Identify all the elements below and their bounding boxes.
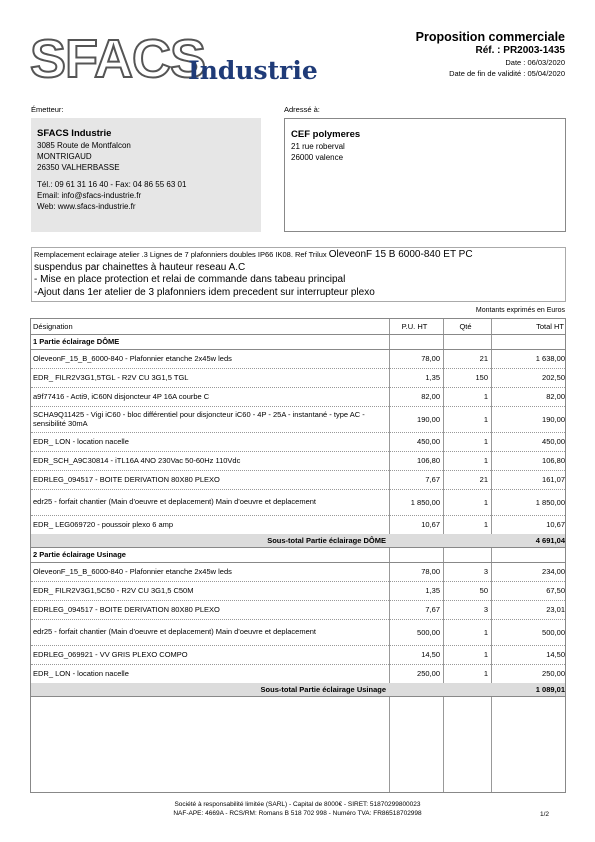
subtotal-row <box>31 534 565 548</box>
item-total: 82,00 <box>546 392 565 401</box>
table-row <box>31 451 565 471</box>
item-quantity: 50 <box>479 586 488 595</box>
section-heading <box>31 334 565 350</box>
footer-line: Société à responsabilité limitée (SARL) - Capital de 8000€ - SIRET: 51870299800023 <box>174 801 421 808</box>
item-quantity: 1 <box>483 414 488 424</box>
item-total: 500,00 <box>542 627 565 637</box>
table-row <box>31 664 565 684</box>
item-quantity: 1 <box>483 627 488 637</box>
recipient-box <box>284 118 566 232</box>
table-row <box>31 600 565 620</box>
item-unit-price: 1,35 <box>425 373 440 382</box>
document-header <box>416 30 565 79</box>
item-unit-price: 500,00 <box>417 627 440 637</box>
table-row <box>31 387 565 407</box>
item-designation: EDR_ FILR2V3G1,5TGL - R2V CU 3G1,5 TGL <box>33 372 189 382</box>
validity-date: Date de fin de validité : 05/04/2020 <box>449 69 565 78</box>
emitter-label: Émetteur: <box>31 105 64 114</box>
table-row <box>31 562 565 582</box>
emitter-phone: Tél.: 09 61 31 16 40 - Fax: 04 86 55 63 01 <box>37 180 187 189</box>
emitter-name: SFACS Industrie <box>37 128 112 139</box>
item-total: 106,80 <box>542 456 565 465</box>
emitter-address-line: 3085 Route de Montfalcon <box>37 141 131 150</box>
item-designation: edr25 - forfait chantier (Main d'oeuvre et deplacement) Main d'oeuvre et deplacement <box>33 497 317 507</box>
description-line: -Ajout dans 1er atelier de 3 plafonniers idem precedent sur interrupteur plexo <box>34 286 375 298</box>
section-heading <box>31 547 565 563</box>
item-designation: EDR_SCH_A9C30814 - iTL16A 4NO 230Vac 50-60Hz 110Vdc <box>33 455 241 465</box>
logo-suffix: Industrie <box>188 56 318 85</box>
recipient-label: Adressé à: <box>284 105 320 114</box>
description-line: - Mise en place protection et relai de commande dans tabeau principal <box>34 274 346 285</box>
item-total: 250,00 <box>542 669 565 678</box>
emitter-address-line: MONTRIGAUD <box>37 152 92 161</box>
item-total: 234,00 <box>542 567 565 576</box>
subtotal-row <box>31 683 565 697</box>
item-quantity: 1 <box>483 437 488 446</box>
item-designation: EDR_ LEG069720 - poussoir plexo 6 amp <box>33 519 174 529</box>
item-designation: EDRLEG_094517 - BOITE DERIVATION 80X80 PLEXO <box>33 474 220 484</box>
item-total: 190,00 <box>542 414 565 424</box>
item-quantity: 1 <box>483 456 488 465</box>
company-logo <box>30 30 320 92</box>
item-quantity: 21 <box>479 475 488 484</box>
item-designation: EDR_ FILR2V3G1,5C50 - R2V CU 3G1,5 C50M <box>33 585 194 595</box>
item-total: 161,07 <box>542 475 565 484</box>
item-designation: OleveonF_15_B_6000-840 - Plafonnier etanche 2x45w leds <box>33 353 232 363</box>
header-unit-price: P.U. HT <box>401 322 428 331</box>
item-designation: EDRLEG_094517 - BOITE DERIVATION 80X80 PLEXO <box>33 604 220 614</box>
item-total: 67,50 <box>546 586 565 595</box>
item-unit-price: 106,80 <box>417 456 440 465</box>
item-unit-price: 7,67 <box>425 605 440 614</box>
item-quantity: 1 <box>483 520 488 529</box>
item-quantity: 150 <box>475 373 488 382</box>
footer-line: NAF-APE: 4669A - RCS/RM: Romans B 518 702 998 - Numéro TVA: FR86518702998 <box>173 810 422 817</box>
table-row <box>31 619 565 646</box>
item-unit-price: 450,00 <box>417 437 440 446</box>
item-total: 450,00 <box>542 437 565 446</box>
item-quantity: 1 <box>483 497 488 507</box>
section-title: 1 Partie éclairage DÔME <box>33 336 120 346</box>
item-unit-price: 250,00 <box>417 669 440 678</box>
emitter-address-line: 26350 VALHERBASSE <box>37 163 120 172</box>
item-quantity: 1 <box>483 392 488 401</box>
item-designation: SCHA9Q11425 - Vigi iC60 - bloc différentiel pour disjoncteur iC60 - 4P - 25A - instantané - type AC - sensibilité 30mA <box>33 409 365 428</box>
item-total: 14,50 <box>546 650 565 659</box>
item-designation: EDR_ LON - location nacelle <box>33 436 129 446</box>
table-row <box>31 470 565 490</box>
recipient-address-line: 21 rue roberval <box>291 142 345 151</box>
document-title: Proposition commerciale <box>415 30 565 44</box>
description-line: suspendus par chainettes à hauteur reseau A.C <box>34 261 246 273</box>
table-row <box>31 515 565 535</box>
item-total: 23,01 <box>546 605 565 614</box>
page-number: 1/2 <box>540 811 550 818</box>
document-date: Date : 06/03/2020 <box>505 58 565 67</box>
table-row <box>31 645 565 665</box>
item-quantity: 3 <box>483 605 488 614</box>
table-row <box>31 368 565 388</box>
document-reference: Réf. : PR2003-1435 <box>475 45 565 56</box>
subtotal-label: Sous-total Partie éclairage DÔME <box>267 535 386 545</box>
table-row <box>31 432 565 452</box>
table-header-row <box>31 319 565 335</box>
table-row <box>31 581 565 601</box>
header-quantity: Qté <box>459 322 472 331</box>
description-product: OleveonF 15 B 6000-840 ET PC <box>328 249 473 260</box>
table-row <box>31 406 565 433</box>
item-quantity: 1 <box>483 650 488 659</box>
currency-note: Montants exprimés en Euros <box>475 307 565 314</box>
item-designation: EDR_ LON - location nacelle <box>33 668 129 678</box>
items-table <box>30 318 566 793</box>
item-unit-price: 190,00 <box>417 414 440 424</box>
emitter-web: Web: www.sfacs-industrie.fr <box>37 202 136 211</box>
item-total: 1 850,00 <box>535 497 565 507</box>
table-row <box>31 489 565 516</box>
item-designation: EDRLEG_069921 - VV GRIS PLEXO COMPO <box>33 649 188 659</box>
item-total: 1 638,00 <box>535 354 565 363</box>
item-designation: edr25 - forfait chantier (Main d'oeuvre et deplacement) Main d'oeuvre et deplacement <box>33 627 317 637</box>
table-row <box>31 349 565 369</box>
proposal-description <box>31 247 566 302</box>
item-total: 10,67 <box>546 520 565 529</box>
emitter-box <box>31 118 261 232</box>
item-unit-price: 78,00 <box>421 354 440 363</box>
item-unit-price: 14,50 <box>421 650 440 659</box>
item-unit-price: 78,00 <box>421 567 440 576</box>
item-unit-price: 1,35 <box>425 586 440 595</box>
item-quantity: 21 <box>479 354 488 363</box>
footer-legal <box>0 800 595 818</box>
subtotal-label: Sous-total Partie éclairage Usinage <box>260 684 386 694</box>
item-designation: OleveonF_15_B_6000-840 - Plafonnier etanche 2x45w leds <box>33 566 232 576</box>
header-total: Total HT <box>536 322 564 331</box>
recipient-address-line: 26000 valence <box>291 153 344 162</box>
header-designation: Désignation <box>33 321 73 331</box>
item-quantity: 1 <box>483 669 488 678</box>
recipient-name: CEF polymeres <box>291 129 361 140</box>
item-unit-price: 1 850,00 <box>410 497 440 507</box>
item-unit-price: 10,67 <box>421 520 440 529</box>
emitter-email: Email: info@sfacs-industrie.fr <box>37 191 142 200</box>
item-quantity: 3 <box>483 567 488 576</box>
description-intro: Remplacement eclairage atelier .3 Lignes de 7 plafonniers doubles IP66 IK08. Ref Trilux <box>34 250 329 259</box>
item-total: 202,50 <box>542 373 565 382</box>
logo-brand: SFACS <box>30 29 206 89</box>
subtotal-value: 4 691,04 <box>535 536 565 545</box>
section-title: 2 Partie éclairage Usinage <box>33 549 126 559</box>
item-unit-price: 7,67 <box>425 475 440 484</box>
item-designation: a9f77416 - Acti9, iC60N disjoncteur 4P 16A courbe C <box>33 391 210 401</box>
subtotal-value: 1 089,01 <box>535 685 565 694</box>
item-unit-price: 82,00 <box>421 392 440 401</box>
